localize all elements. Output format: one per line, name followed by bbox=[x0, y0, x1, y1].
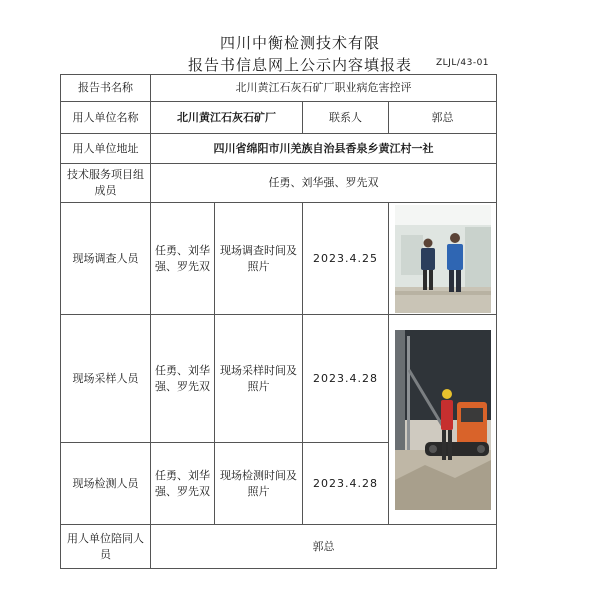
escort-label: 用人单位陪同人员 bbox=[61, 525, 151, 569]
team-label: 技术服务项目组成员 bbox=[61, 164, 151, 203]
employer-value: 北川黄江石灰石矿厂 bbox=[151, 102, 303, 134]
address-value: 四川省绵阳市川羌族自治县香泉乡黄江村一社 bbox=[151, 134, 497, 164]
testing-date: 2023.4.28 bbox=[303, 443, 389, 525]
sampling-photo-image bbox=[395, 330, 491, 510]
survey-staff: 任勇、刘华强、罗先双 bbox=[151, 203, 215, 315]
survey-time-label: 现场调查时间及照片 bbox=[215, 203, 303, 315]
report-name-value: 北川黄江石灰石矿厂职业病危害控评 bbox=[151, 75, 497, 102]
row-survey bbox=[61, 203, 497, 315]
row-address bbox=[61, 134, 497, 164]
testing-time-label: 现场检测时间及照片 bbox=[215, 443, 303, 525]
team-value: 任勇、刘华强、罗先双 bbox=[151, 164, 497, 203]
employer-label: 用人单位名称 bbox=[61, 102, 151, 134]
survey-label: 现场调查人员 bbox=[61, 203, 151, 315]
sampling-testing-photo bbox=[389, 315, 497, 525]
testing-label: 现场检测人员 bbox=[61, 443, 151, 525]
sampling-time-label: 现场采样时间及照片 bbox=[215, 315, 303, 443]
sampling-staff: 任勇、刘华强、罗先双 bbox=[151, 315, 215, 443]
survey-date: 2023.4.25 bbox=[303, 203, 389, 315]
row-employer bbox=[61, 102, 497, 134]
testing-staff: 任勇、刘华强、罗先双 bbox=[151, 443, 215, 525]
sampling-date: 2023.4.28 bbox=[303, 315, 389, 443]
row-sampling bbox=[61, 315, 497, 443]
escort-value: 郭总 bbox=[151, 525, 497, 569]
sampling-label: 现场采样人员 bbox=[61, 315, 151, 443]
row-escort bbox=[61, 525, 497, 569]
contact-label: 联系人 bbox=[303, 102, 389, 134]
company-name: 四川中衡检测技术有限 bbox=[219, 34, 380, 52]
row-team bbox=[61, 164, 497, 203]
address-label: 用人单位地址 bbox=[61, 134, 151, 164]
form-code: ZLJL/43-01 bbox=[436, 58, 490, 68]
survey-photo-image bbox=[395, 205, 491, 313]
contact-value: 郭总 bbox=[389, 102, 497, 134]
report-name-label: 报告书名称 bbox=[61, 75, 151, 102]
survey-photo bbox=[389, 203, 497, 315]
info-table bbox=[60, 74, 497, 569]
row-report-name bbox=[61, 75, 497, 102]
form-title: 报告书信息网上公示内容填报表 bbox=[187, 56, 412, 74]
